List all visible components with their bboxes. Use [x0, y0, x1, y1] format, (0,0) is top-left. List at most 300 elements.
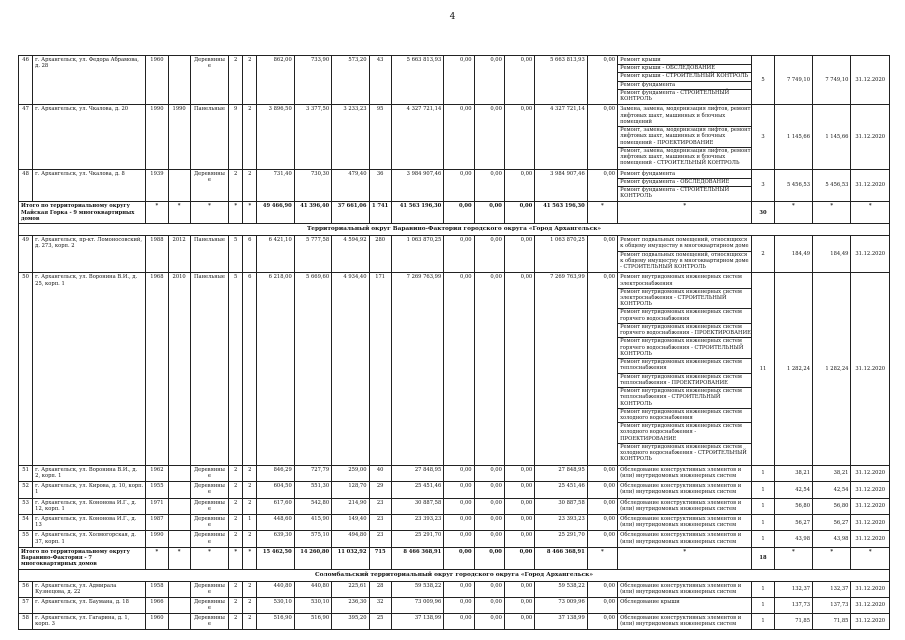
entrances-cell: 2: [243, 465, 257, 481]
fund-other-cell: 0,00: [587, 598, 617, 613]
fund-other-cell: 0,00: [587, 273, 617, 465]
area-owned-cell: 149,40: [332, 515, 369, 531]
area-total-cell: 448,60: [257, 515, 294, 531]
wall-material-cell: Деревянные: [190, 465, 228, 481]
total-placeholder: *: [587, 202, 617, 224]
works-list-cell: [618, 169, 752, 202]
building-row: [19, 169, 890, 202]
work-item: Ремонт внутридомовых инженерных систем теплоснабжения - ПРОЕКТИРОВАНИЕ: [618, 374, 751, 388]
area-living-cell: 733,90: [294, 56, 331, 105]
area-total-cell: 731,40: [257, 169, 294, 202]
total-placeholder: *: [851, 202, 890, 224]
total-area-owned: 11 032,92: [332, 547, 369, 569]
work-item: Ремонт, замена, модернизация лифтов, ремонт лифтовых шахт, машинных и блочных помещений - ПРОЕКТИРОВАНИЕ: [618, 127, 751, 148]
max-cost-cell: 38,21: [813, 465, 851, 481]
deadline-cell: 31.12.2020: [851, 515, 890, 531]
total-placeholder: *: [813, 547, 851, 569]
fund-other-cell: 0,00: [587, 105, 617, 169]
residents-cell: 25: [369, 613, 391, 629]
wall-material-cell: Панельные: [190, 105, 228, 169]
total-placeholder: *: [146, 547, 168, 569]
total-label: Итого по территориальному округу Варавино-Фактория - 7 многоквартирных домов: [19, 547, 146, 569]
area-owned-cell: 479,40: [332, 169, 369, 202]
row-number: 55: [19, 531, 33, 547]
fund-local-cell: 0,00: [504, 515, 534, 531]
floors-cell: 2: [229, 482, 243, 498]
total-placeholder: *: [229, 202, 243, 224]
total-placeholder: *: [618, 547, 752, 569]
entrances-cell: 2: [243, 482, 257, 498]
area-owned-cell: 128,70: [332, 482, 369, 498]
total-cost-total: 41 563 196,30: [391, 202, 444, 224]
row-number: 56: [19, 581, 33, 597]
entrances-cell: 2: [243, 56, 257, 105]
total-placeholder: *: [851, 547, 890, 569]
year-repair-cell: [168, 498, 190, 514]
total-residents: 715: [369, 547, 391, 569]
unit-cost-cell: 56,80: [774, 498, 812, 514]
fund-regional-cell: 0,00: [474, 273, 504, 465]
entrances-cell: 6: [243, 273, 257, 465]
fund-other-cell: 0,00: [587, 613, 617, 629]
area-owned-cell: 4 934,40: [332, 273, 369, 465]
deadline-cell: 31.12.2020: [851, 273, 890, 465]
residents-cell: 36: [369, 169, 391, 202]
fund-owners-cell: 59 538,22: [535, 581, 588, 597]
unit-cost-cell: 7 749,10: [774, 56, 812, 105]
total-placeholder: *: [168, 202, 190, 224]
total-area-total: 49 466,90: [257, 202, 294, 224]
row-number: 54: [19, 515, 33, 531]
fund-local-cell: 0,00: [504, 598, 534, 613]
fund-federal-cell: 0,00: [444, 613, 474, 629]
entrances-cell: 2: [243, 581, 257, 597]
max-cost-cell: 137,73: [813, 598, 851, 613]
area-living-cell: 415,90: [294, 515, 331, 531]
works-list-cell: [618, 598, 752, 613]
fund-local-cell: 0,00: [504, 531, 534, 547]
residents-cell: 171: [369, 273, 391, 465]
fund-other-cell: 0,00: [587, 498, 617, 514]
total-placeholder: *: [243, 202, 257, 224]
document-sheet: [18, 55, 890, 630]
wall-material-cell: Деревянные: [190, 56, 228, 105]
floors-cell: 2: [229, 581, 243, 597]
fund-local-cell: 0,00: [504, 169, 534, 202]
max-cost-cell: 42,54: [813, 482, 851, 498]
area-living-cell: 730,30: [294, 169, 331, 202]
area-total-cell: 3 896,50: [257, 105, 294, 169]
area-total-cell: 6 421,10: [257, 236, 294, 273]
work-item: Ремонт фундамента - СТРОИТЕЛЬНЫЙ КОНТРОЛЬ: [620, 89, 730, 103]
deadline-cell: 31.12.2020: [851, 598, 890, 613]
unit-cost-cell: 184,49: [774, 236, 812, 273]
year-repair-cell: [168, 531, 190, 547]
area-total-cell: 6 218,00: [257, 273, 294, 465]
year-built-cell: 1968: [146, 273, 168, 465]
entrances-cell: 6: [243, 236, 257, 273]
floors-cell: 9: [229, 105, 243, 169]
area-total-cell: 862,00: [257, 56, 294, 105]
fund-owners-cell: 27 848,95: [535, 465, 588, 481]
fund-local-cell: 0,00: [504, 465, 534, 481]
building-row: [19, 465, 890, 481]
cost-total-cell: 3 984 907,46: [391, 169, 444, 202]
district-header-row: [19, 224, 890, 236]
fund-regional-cell: 0,00: [474, 613, 504, 629]
building-row: [19, 531, 890, 547]
work-item: Ремонт внутридомовых инженерных систем теплоснабжения - СТРОИТЕЛЬНЫЙ КОНТРОЛЬ: [618, 388, 751, 409]
works-count-cell: 1: [752, 515, 774, 531]
fund-regional-cell: 0,00: [474, 531, 504, 547]
unit-cost-cell: 43,98: [774, 531, 812, 547]
address-cell: г. Архангельск, ул. Адмирала Кузнецова, д. 22: [33, 581, 146, 597]
fund-local-cell: 0,00: [504, 105, 534, 169]
floors-cell: 2: [229, 465, 243, 481]
district-total-row: [19, 547, 890, 569]
row-number: 48: [19, 169, 33, 202]
building-row: [19, 236, 890, 273]
total-fund-owners: 8 466 368,91: [535, 547, 588, 569]
unit-cost-cell: 137,73: [774, 598, 812, 613]
deadline-cell: 31.12.2020: [851, 581, 890, 597]
work-item: Ремонт внутридомовых инженерных систем холодного водоснабжения: [618, 409, 751, 423]
cost-total-cell: 23 393,23: [391, 515, 444, 531]
total-area-total: 15 462,50: [257, 547, 294, 569]
fund-other-cell: 0,00: [587, 236, 617, 273]
area-total-cell: 530,10: [257, 598, 294, 613]
year-repair-cell: [168, 581, 190, 597]
max-cost-cell: 7 749,10: [813, 56, 851, 105]
total-fund-regional: 0,00: [474, 547, 504, 569]
work-item: Ремонт фундамента - СТРОИТЕЛЬНЫЙ КОНТРОЛЬ: [620, 186, 730, 200]
address-cell: г. Архангельск, ул. Чкалова, д. 20: [33, 105, 146, 169]
total-placeholder: *: [774, 547, 812, 569]
works-list-cell: [618, 273, 752, 465]
address-cell: г. Архангельск, ул. Федора Абрамова, д. 28: [33, 56, 146, 105]
floors-cell: 2: [229, 56, 243, 105]
cost-total-cell: 5 663 813,93: [391, 56, 444, 105]
floors-cell: 5: [229, 273, 243, 465]
year-repair-cell: [168, 169, 190, 202]
floors-cell: 5: [229, 236, 243, 273]
area-living-cell: 575,10: [294, 531, 331, 547]
total-placeholder: *: [190, 202, 228, 224]
year-repair-cell: 1990: [168, 105, 190, 169]
total-placeholder: *: [243, 547, 257, 569]
fund-local-cell: 0,00: [504, 581, 534, 597]
cost-total-cell: 59 538,22: [391, 581, 444, 597]
fund-owners-cell: 25 291,70: [535, 531, 588, 547]
work-item: Обследование конструктивных элементов и (или) внутридомовых инженерных систем: [620, 516, 742, 529]
total-fund-local: 0,00: [504, 202, 534, 224]
district-title: Соломбальский территориальный округ городского округа «Город Архангельск»: [19, 569, 890, 581]
district-header-row: [19, 569, 890, 581]
fund-other-cell: 0,00: [587, 531, 617, 547]
unit-cost-cell: 132,37: [774, 581, 812, 597]
total-area-living: 14 260,80: [294, 547, 331, 569]
max-cost-cell: 43,98: [813, 531, 851, 547]
fund-local-cell: 0,00: [504, 273, 534, 465]
work-item: Обследование конструктивных элементов и (или) внутридомовых инженерных систем: [620, 466, 742, 479]
work-item: Обследование крыши: [620, 599, 680, 606]
year-repair-cell: [168, 515, 190, 531]
year-repair-cell: 2012: [168, 236, 190, 273]
area-total-cell: 846,29: [257, 465, 294, 481]
wall-material-cell: Панельные: [190, 236, 228, 273]
fund-owners-cell: 5 663 813,93: [535, 56, 588, 105]
wall-material-cell: Панельные: [190, 273, 228, 465]
work-item: Обследование конструктивных элементов и (или) внутридомовых инженерных систем: [620, 582, 742, 595]
fund-federal-cell: 0,00: [444, 515, 474, 531]
year-built-cell: 1962: [146, 465, 168, 481]
work-item: Замена, замена, модернизация лифтов, ремонт лифтовых шахт, машинных и блочных помещений: [618, 106, 751, 127]
cost-total-cell: 27 848,95: [391, 465, 444, 481]
total-fund-regional: 0,00: [474, 202, 504, 224]
work-item: Ремонт внутридомовых инженерных систем горячего водоснабжения - ПРОЕКТИРОВАНИЕ: [618, 324, 751, 338]
cost-total-cell: 1 063 870,25: [391, 236, 444, 273]
cost-total-cell: 25 291,70: [391, 531, 444, 547]
deadline-cell: 31.12.2020: [851, 56, 890, 105]
fund-federal-cell: 0,00: [444, 273, 474, 465]
building-row: [19, 273, 890, 465]
works-count-cell: 1: [752, 465, 774, 481]
fund-owners-cell: 3 984 907,46: [535, 169, 588, 202]
year-built-cell: 1987: [146, 515, 168, 531]
address-cell: г. Архангельск, ул. Гагарина, д. 1, корп. 3: [33, 613, 146, 629]
work-item: Ремонт крыши - ОБСЛЕДОВАНИЕ: [618, 65, 751, 73]
deadline-cell: 31.12.2020: [851, 531, 890, 547]
deadline-cell: 31.12.2020: [851, 105, 890, 169]
address-cell: г. Архангельск, ул. Воронина В.И., д. 25, корп. 1: [33, 273, 146, 465]
fund-owners-cell: 1 063 870,25: [535, 236, 588, 273]
district-total-row: [19, 202, 890, 224]
fund-other-cell: 0,00: [587, 482, 617, 498]
total-fund-owners: 41 563 196,30: [535, 202, 588, 224]
max-cost-cell: 56,27: [813, 515, 851, 531]
fund-owners-cell: 25 451,46: [535, 482, 588, 498]
area-owned-cell: 259,00: [332, 465, 369, 481]
year-built-cell: 1960: [146, 56, 168, 105]
works-list-cell: [618, 56, 752, 105]
total-fund-federal: 0,00: [444, 547, 474, 569]
area-owned-cell: 236,30: [332, 598, 369, 613]
year-repair-cell: 2010: [168, 273, 190, 465]
entrances-cell: 2: [243, 169, 257, 202]
deadline-cell: 31.12.2020: [851, 169, 890, 202]
address-cell: г. Архангельск, пр-кт. Ломоносовский, д. 273, корп. 2: [33, 236, 146, 273]
fund-federal-cell: 0,00: [444, 498, 474, 514]
floors-cell: 2: [229, 598, 243, 613]
deadline-cell: 31.12.2020: [851, 613, 890, 629]
fund-local-cell: 0,00: [504, 498, 534, 514]
work-item: Ремонт, замена, модернизация лифтов, ремонт лифтовых шахт, машинных и блочных помещений - СТРОИТЕЛЬНЫЙ КОНТРОЛЬ: [620, 147, 751, 167]
total-placeholder: *: [190, 547, 228, 569]
fund-other-cell: 0,00: [587, 56, 617, 105]
cost-total-cell: 4 327 721,14: [391, 105, 444, 169]
residents-cell: 28: [369, 581, 391, 597]
work-item: Ремонт подвальных помещений, относящихся к общему имуществу в многоквартирном доме - СТРОИТЕЛЬНЫЙ КОНТРОЛЬ: [620, 251, 749, 271]
deadline-cell: 31.12.2020: [851, 236, 890, 273]
year-built-cell: 1939: [146, 169, 168, 202]
fund-local-cell: 0,00: [504, 482, 534, 498]
work-item: Обследование конструктивных элементов и (или) внутридомовых инженерных систем: [620, 614, 742, 627]
works-count-cell: 5: [752, 56, 774, 105]
fund-regional-cell: 0,00: [474, 581, 504, 597]
work-item: Ремонт внутридомовых инженерных систем электроснабжения - СТРОИТЕЛЬНЫЙ КОНТРОЛЬ: [618, 289, 751, 310]
area-living-cell: 5 777,58: [294, 236, 331, 273]
table-body: [19, 56, 890, 630]
work-item: Ремонт внутридомовых инженерных систем теплоснабжения: [618, 359, 751, 373]
fund-federal-cell: 0,00: [444, 465, 474, 481]
area-living-cell: 530,10: [294, 598, 331, 613]
fund-owners-cell: 30 887,58: [535, 498, 588, 514]
cost-total-cell: 25 451,46: [391, 482, 444, 498]
cost-total-cell: 30 887,58: [391, 498, 444, 514]
fund-regional-cell: 0,00: [474, 515, 504, 531]
fund-other-cell: 0,00: [587, 465, 617, 481]
deadline-cell: 31.12.2020: [851, 465, 890, 481]
total-placeholder: *: [229, 547, 243, 569]
max-cost-cell: 1 282,24: [813, 273, 851, 465]
fund-regional-cell: 0,00: [474, 465, 504, 481]
floors-cell: 2: [229, 169, 243, 202]
address-cell: г. Архангельск, ул. Холмогорская, д. 37, корп. 1: [33, 531, 146, 547]
works-count-cell: 3: [752, 169, 774, 202]
area-living-cell: 440,80: [294, 581, 331, 597]
work-item: Ремонт фундамента: [618, 171, 751, 179]
work-item: Ремонт фундамента - ОБСЛЕДОВАНИЕ: [618, 179, 751, 187]
row-number: 51: [19, 465, 33, 481]
total-cost-total: 8 466 368,91: [391, 547, 444, 569]
address-cell: г. Архангельск, ул. Кононова И.Г., д. 13: [33, 515, 146, 531]
works-count-cell: 1: [752, 581, 774, 597]
area-owned-cell: 214,90: [332, 498, 369, 514]
works-count-cell: 11: [752, 273, 774, 465]
works-count-cell: 1: [752, 482, 774, 498]
area-owned-cell: 494,80: [332, 531, 369, 547]
entrances-cell: 2: [243, 498, 257, 514]
residents-cell: 40: [369, 465, 391, 481]
year-built-cell: 1990: [146, 531, 168, 547]
total-works-count: 30: [752, 202, 774, 224]
area-owned-cell: 573,20: [332, 56, 369, 105]
max-cost-cell: 1 145,66: [813, 105, 851, 169]
deadline-cell: 31.12.2020: [851, 498, 890, 514]
works-list-cell: [618, 236, 752, 273]
fund-regional-cell: 0,00: [474, 598, 504, 613]
building-row: [19, 515, 890, 531]
address-cell: г. Архангельск, ул. Кононова И.Г., д. 12, корп. 1: [33, 498, 146, 514]
area-living-cell: 542,80: [294, 498, 331, 514]
floors-cell: 2: [229, 498, 243, 514]
max-cost-cell: 132,37: [813, 581, 851, 597]
residents-cell: 23: [369, 531, 391, 547]
floors-cell: 2: [229, 515, 243, 531]
works-count-cell: 2: [752, 236, 774, 273]
year-repair-cell: [168, 598, 190, 613]
deadline-cell: 31.12.2020: [851, 482, 890, 498]
year-built-cell: 1960: [146, 613, 168, 629]
total-placeholder: *: [813, 202, 851, 224]
address-cell: г. Архангельск, ул. Воронина В.И., д. 2, корп. 1: [33, 465, 146, 481]
fund-regional-cell: 0,00: [474, 236, 504, 273]
row-number: 46: [19, 56, 33, 105]
works-count-cell: 3: [752, 105, 774, 169]
fund-federal-cell: 0,00: [444, 531, 474, 547]
wall-material-cell: Деревянные: [190, 531, 228, 547]
wall-material-cell: Деревянные: [190, 498, 228, 514]
unit-cost-cell: 56,27: [774, 515, 812, 531]
residents-cell: 280: [369, 236, 391, 273]
fund-owners-cell: 37 138,99: [535, 613, 588, 629]
total-area-owned: 37 661,06: [332, 202, 369, 224]
residents-cell: 43: [369, 56, 391, 105]
work-item: Ремонт фундамента: [618, 82, 751, 90]
unit-cost-cell: 5 456,53: [774, 169, 812, 202]
works-count-cell: 1: [752, 598, 774, 613]
address-cell: г. Архангельск, ул. Баумана, д. 18: [33, 598, 146, 613]
fund-other-cell: 0,00: [587, 515, 617, 531]
district-title: Территориальный округ Варавино-Фактория городского округа «Город Архангельск»: [19, 224, 890, 236]
building-row: [19, 482, 890, 498]
wall-material-cell: Деревянные: [190, 482, 228, 498]
unit-cost-cell: 1 145,66: [774, 105, 812, 169]
total-placeholder: *: [618, 202, 752, 224]
address-cell: г. Архангельск, ул. Чкалова, д. 8: [33, 169, 146, 202]
works-list-cell: [618, 498, 752, 514]
works-list-cell: [618, 531, 752, 547]
work-item: Ремонт крыши - СТРОИТЕЛЬНЫЙ КОНТРОЛЬ: [618, 73, 751, 81]
area-owned-cell: 4 594,92: [332, 236, 369, 273]
row-number: 53: [19, 498, 33, 514]
work-item: Ремонт крыши: [618, 57, 751, 65]
works-count-cell: 1: [752, 531, 774, 547]
building-row: [19, 105, 890, 169]
works-list-cell: [618, 465, 752, 481]
year-repair-cell: [168, 482, 190, 498]
building-row: [19, 598, 890, 613]
year-repair-cell: [168, 56, 190, 105]
fund-federal-cell: 0,00: [444, 581, 474, 597]
total-works-count: 18: [752, 547, 774, 569]
max-cost-cell: 71,85: [813, 613, 851, 629]
unit-cost-cell: 38,21: [774, 465, 812, 481]
residents-cell: 29: [369, 482, 391, 498]
works-list-cell: [618, 581, 752, 597]
area-total-cell: 639,30: [257, 531, 294, 547]
work-item: Ремонт подвальных помещений, относящихся к общему имуществу в многоквартирном доме: [618, 237, 751, 251]
fund-owners-cell: 23 393,23: [535, 515, 588, 531]
building-row: [19, 498, 890, 514]
fund-owners-cell: 7 269 763,99: [535, 273, 588, 465]
area-living-cell: 516,90: [294, 613, 331, 629]
row-number: 49: [19, 236, 33, 273]
entrances-cell: 2: [243, 531, 257, 547]
floors-cell: 2: [229, 531, 243, 547]
residents-cell: 23: [369, 515, 391, 531]
fund-regional-cell: 0,00: [474, 105, 504, 169]
unit-cost-cell: 1 282,24: [774, 273, 812, 465]
fund-federal-cell: 0,00: [444, 598, 474, 613]
works-list-cell: [618, 105, 752, 169]
area-total-cell: 516,90: [257, 613, 294, 629]
area-total-cell: 440,80: [257, 581, 294, 597]
cost-total-cell: 37 138,99: [391, 613, 444, 629]
wall-material-cell: Деревянные: [190, 598, 228, 613]
total-placeholder: *: [146, 202, 168, 224]
residents-cell: 32: [369, 598, 391, 613]
